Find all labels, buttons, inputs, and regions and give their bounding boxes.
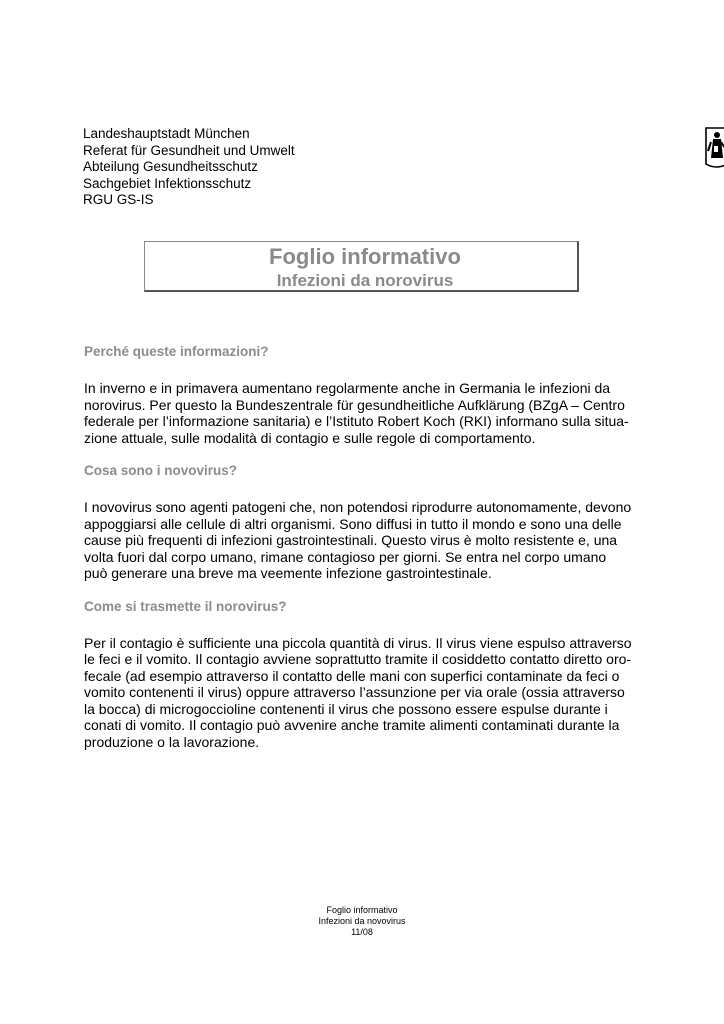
page-title: Foglio informativo	[269, 244, 461, 269]
footer-line: Foglio informativo	[326, 905, 398, 915]
footer-line: Infezioni da novovirus	[318, 916, 406, 926]
paragraph-line: zione attuale, sulle modalità di contagio e sulle regole di comportamento.	[84, 429, 536, 446]
section-paragraph	[84, 499, 644, 582]
munich-coat-of-arms-icon	[704, 124, 724, 172]
paragraph-line: le feci e il vomito. Il contagio avviene soprattutto tramite il cosiddetto contatto diretto oro-	[84, 651, 632, 667]
paragraph-line: Per il contagio è sufficiente una piccola quantità di virus. Il virus viene espulso attraverso	[84, 634, 632, 651]
paragraph-line: produzione o la lavorazione.	[84, 733, 260, 750]
paragraph-line: I novovirus sono agenti patogeni che, non potendosi riprodurre autonomamente, devono	[84, 499, 632, 515]
section-heading: Cosa sono i novovirus?	[84, 463, 238, 478]
address-line: RGU GS-IS	[83, 192, 154, 207]
address-line: Abteilung Gesundheitsschutz	[83, 159, 258, 174]
section-heading: Come si trasmette il norovirus?	[84, 598, 287, 614]
paragraph-line: norovirus. Per questo la Bundeszentrale für gesundheitliche Aufklärung (BZgA – Centro	[84, 396, 625, 413]
address-line: Sachgebiet Infektionsschutz	[83, 175, 252, 191]
paragraph-line: conati di vomito. Il contagio può avvenire anche tramite alimenti contaminati durante la	[84, 717, 620, 733]
page-subtitle: Infezioni da norovirus	[276, 271, 454, 290]
paragraph-line: federale per l’informazione sanitaria) e l’Istituto Robert Koch (RKI) informano sulla situa-	[84, 413, 629, 429]
page-footer	[262, 905, 462, 938]
paragraph-line: volta fuori dal corpo umano, rimane contagioso per giorni. Se entra nel corpo umano	[84, 548, 607, 565]
paragraph-line: fecale (ad esempio attraverso il contatto delle mani con superfici contaminate da feci o	[84, 667, 620, 684]
footer-line: 11/08	[351, 927, 373, 937]
address-line: Landeshauptstadt München	[83, 126, 250, 141]
main-content	[84, 344, 644, 750]
sender-address	[83, 126, 295, 209]
paragraph-line: In inverno e in primavera aumentano regolarmente anche in Germania le infezioni da	[84, 380, 611, 396]
paragraph-line: può generare una breve ma veemente infezione gastrointestinale.	[84, 565, 492, 581]
title-box	[144, 241, 579, 292]
paragraph-line: cause più frequenti di infezioni gastrointestinali. Questo virus è molto resistente e, una	[84, 532, 618, 548]
address-line: Referat für Gesundheit und Umwelt	[83, 142, 295, 158]
paragraph-line: vomito contenenti il virus) oppure attraverso l’assunzione per via orale (ossia attraverso	[84, 684, 625, 700]
section-paragraph	[84, 635, 644, 751]
paragraph-line: la bocca) di microgoccioline contenenti il virus che possono essere espulse durante i	[84, 700, 608, 717]
paragraph-line: appoggiarsi alle cellule di altri organismi. Sono diffusi in tutto il mondo e sono una delle	[84, 515, 622, 532]
section-heading: Perché queste informazioni?	[84, 344, 269, 359]
section-paragraph	[84, 380, 644, 446]
